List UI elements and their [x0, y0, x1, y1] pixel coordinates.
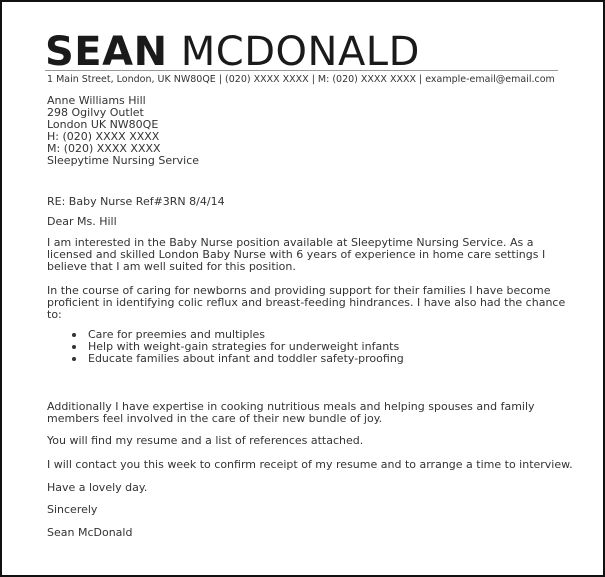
list-item: Educate families about infant and toddler safety-proofing — [72, 353, 552, 365]
recipient-city: London UK NW80QE — [47, 118, 159, 131]
header-divider — [45, 70, 558, 71]
paragraph-intro: I am interested in the Baby Nurse position available at Sleepytime Nursing Service. As a licensed and skilled London Baby Nurse with 6 years of experience in home care settings I believe that I am well suited for this position. — [47, 236, 546, 273]
list-item: Help with weight-gain strategies for underweight infants — [72, 341, 552, 353]
paragraph-follow-up: I will contact you this week to confirm receipt of my resume and to arrange a time to interview. — [47, 458, 573, 471]
recipient-home-phone: H: (020) XXXX XXXX — [47, 130, 160, 143]
sender-contact-line: 1 Main Street, London, UK NW80QE | (020) XXXX XXXX | M: (020) XXXX XXXX | example-email@email.com — [47, 74, 555, 85]
closing: Sincerely — [47, 503, 98, 516]
paragraph-experience: In the course of caring for newborns and providing support for their families I have become proficient in identifying colic reflux and breast-feeding hindrances. I have also had the chance to: — [47, 284, 566, 321]
recipient-street: 298 Ogilvy Outlet — [47, 106, 144, 119]
paragraph-expertise: Additionally I have expertise in cooking nutritious meals and helping spouses and family members feel involved in the care of their new bundle of joy. — [47, 400, 535, 425]
sender-first-name: SEAN — [45, 29, 168, 75]
recipient-address — [47, 95, 567, 167]
reference-line: RE: Baby Nurse Ref#3RN 8/4/14 — [47, 195, 225, 208]
skills-list — [72, 329, 552, 365]
sender-last-name: MCDONALD — [180, 29, 420, 75]
recipient-name: Anne Williams Hill — [47, 94, 146, 107]
list-item: Care for preemies and multiples — [72, 329, 552, 341]
sender-name — [45, 30, 420, 74]
salutation: Dear Ms. Hill — [47, 215, 117, 228]
recipient-company: Sleepytime Nursing Service — [47, 154, 200, 167]
paragraph-attachments: You will find my resume and a list of references attached. — [47, 434, 364, 447]
recipient-mobile-phone: M: (020) XXXX XXXX — [47, 142, 161, 155]
signature: Sean McDonald — [47, 526, 133, 539]
paragraph-farewell: Have a lovely day. — [47, 481, 148, 494]
